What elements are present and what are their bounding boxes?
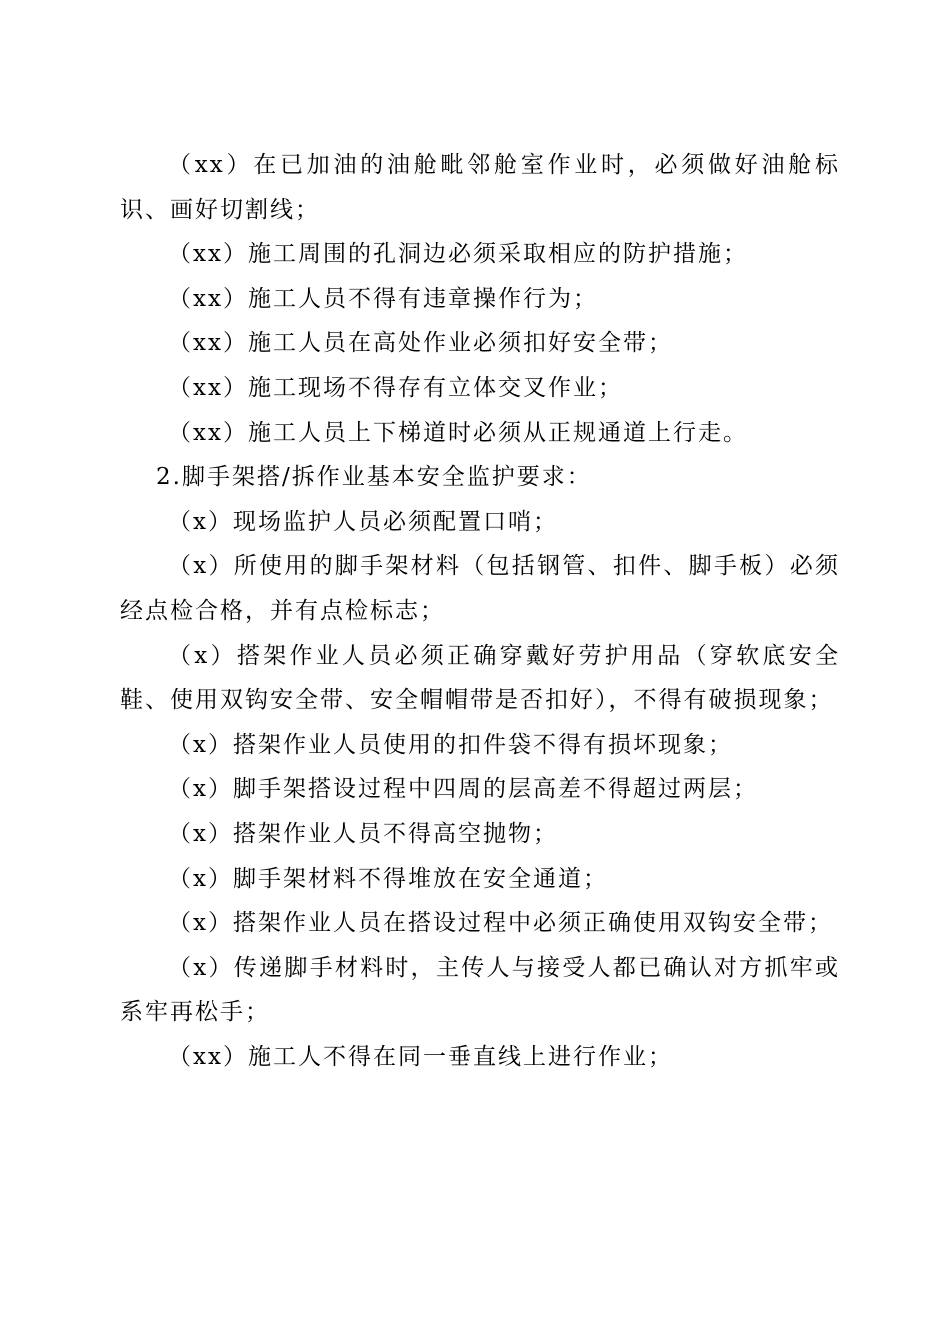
paragraph-height-difference: （x）脚手架搭设过程中四周的层高差不得超过两层； bbox=[168, 776, 758, 803]
paragraph-material-inspection: （x）所使用的脚手架材料（包括钢管、扣件、脚手板）必须经点检合格，并有点检标志； bbox=[120, 553, 840, 624]
paragraph-hole-protection: （xx）施工周围的孔洞边必须采取相应的防护措施； bbox=[168, 241, 748, 268]
paragraph-double-hook-belt: （x）搭架作业人员在搭设过程中必须正确使用双钩安全带； bbox=[168, 910, 833, 937]
paragraph-safety-belt: （xx）施工人员在高处作业必须扣好安全带； bbox=[168, 330, 673, 357]
paragraph-vertical-line: （xx）施工人不得在同一垂直线上进行作业； bbox=[168, 1043, 673, 1070]
paragraph-protective-gear: （x）搭架作业人员必须正确穿戴好劳护用品（穿软底安全鞋、使用双钩安全带、安全帽帽带是否扣好），不得有破损现象； bbox=[120, 642, 840, 714]
document-body bbox=[120, 143, 840, 1079]
paragraph-fastener-bag: （x）搭架作业人员使用的扣件袋不得有损坏现象； bbox=[168, 731, 733, 758]
paragraph-no-cross-work: （xx）施工现场不得存有立体交叉作业； bbox=[168, 374, 623, 401]
paragraph-no-throwing: （x）搭架作业人员不得高空抛物； bbox=[168, 820, 558, 847]
paragraph-no-violation: （xx）施工人员不得有违章操作行为； bbox=[168, 285, 598, 312]
paragraph-whistle: （x）现场监护人员必须配置口哨； bbox=[168, 508, 558, 535]
paragraph-material-handover: （x）传递脚手材料时，主传人与接受人都已确认对方抓牢或系牢再松手； bbox=[120, 954, 840, 1026]
section-heading-scaffold: 2.脚手架搭/拆作业基本安全监护要求： bbox=[156, 464, 592, 491]
paragraph-no-stacking: （x）脚手架材料不得堆放在安全通道； bbox=[168, 865, 608, 892]
paragraph-oil-tank-marking: （xx）在已加油的油舱毗邻舱室作业时，必须做好油舱标识、画好切割线； bbox=[120, 152, 840, 223]
paragraph-formal-passage: （xx）施工人员上下梯道时必须从正规通道上行走。 bbox=[168, 419, 748, 446]
